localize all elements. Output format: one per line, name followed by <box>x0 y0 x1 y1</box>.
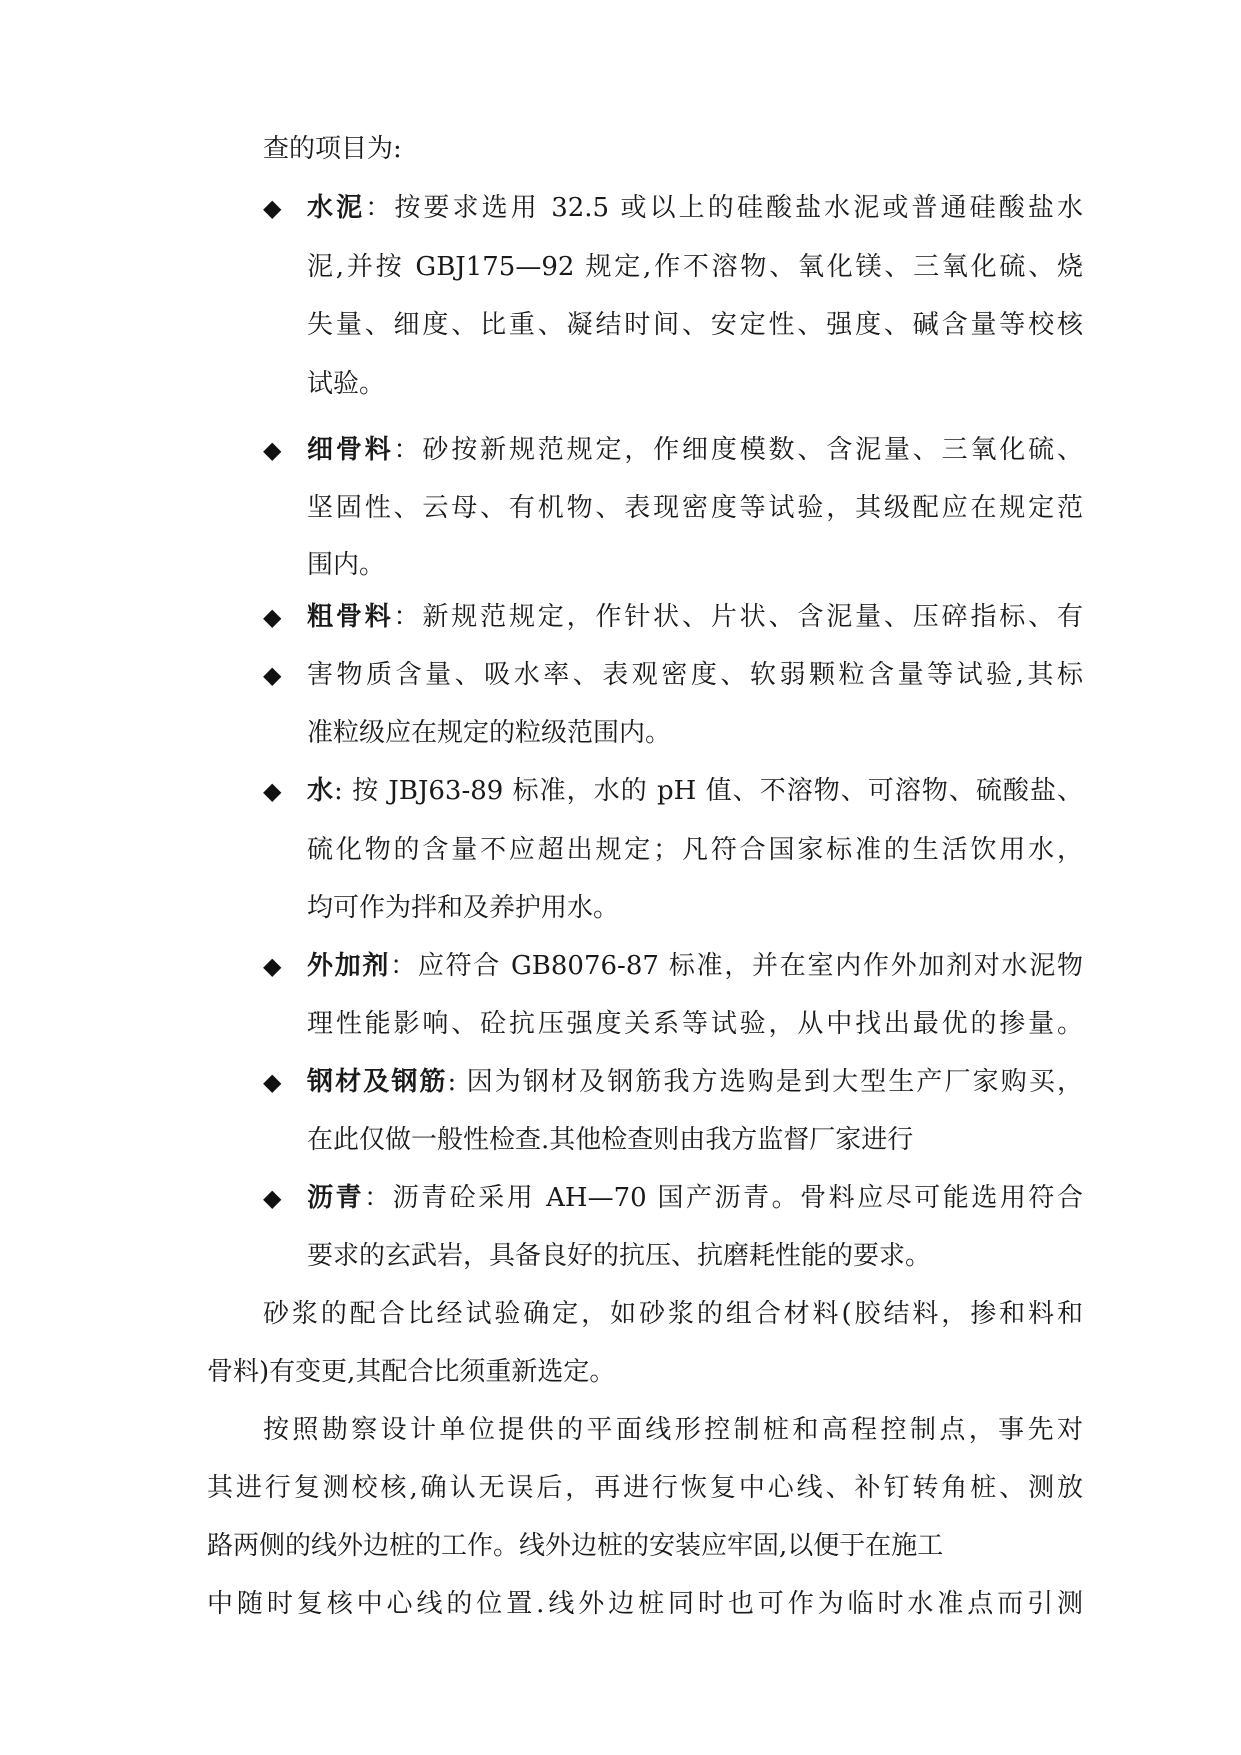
item-asphalt-line-2: 要求的玄武岩，具备良好的抗压、抗磨耗性能的要求。 <box>307 1241 932 1271</box>
bullet-diamond-icon: ◆ <box>263 603 282 631</box>
item-coarse-aggregate-line-2: 害物质含量、吸水率、表观密度、软弱颗粒含量等试验,其标 <box>307 660 1083 690</box>
item-term: 外加剂 <box>307 951 391 981</box>
bullet-diamond-icon: ◆ <box>263 1068 282 1096</box>
item-term: 钢材及钢筋 <box>307 1067 448 1097</box>
item-term: 水 <box>307 776 335 806</box>
bullet-diamond-icon: ◆ <box>263 661 282 689</box>
bullet-diamond-icon: ◆ <box>263 194 282 222</box>
paragraph-survey-line-4: 中随时复核中心线的位置.线外边桩同时也可作为临时水准点而引测 <box>207 1589 1083 1619</box>
paragraph-survey-line-1: 按照勘察设计单位提供的平面线形控制桩和高程控制点，事先对 <box>263 1415 1083 1445</box>
paragraph-mortar-line-1: 砂浆的配合比经试验确定，如砂浆的组合材料(胶结料，掺和料和 <box>263 1299 1083 1329</box>
bullet-diamond-icon: ◆ <box>263 952 282 980</box>
paragraph-survey-line-3: 路两侧的线外边桩的工作。线外边桩的安装应牢固,以便于在施工 <box>207 1531 944 1561</box>
paragraph-survey-line-2: 其进行复测校核,确认无误后，再进行恢复中心线、补钉转角桩、测放 <box>207 1473 1083 1503</box>
bullet-diamond-icon: ◆ <box>263 436 282 464</box>
item-fine-aggregate-line-1: 细骨料：砂按新规范规定，作细度模数、含泥量、三氧化硫、 <box>307 435 1083 465</box>
paragraph-mortar-line-2: 骨料)有变更,其配合比须重新选定。 <box>207 1357 616 1387</box>
item-fine-aggregate-line-2: 坚固性、云母、有机物、表现密度等试验，其级配应在规定范 <box>307 493 1083 523</box>
item-fine-aggregate-line-3: 围内。 <box>307 550 386 580</box>
item-steel-line-2: 在此仅做一般性检查.其他检查则由我方监督厂家进行 <box>307 1125 914 1155</box>
intro-line: 查的项目为: <box>263 134 402 164</box>
item-admixture-line-2: 理性能影响、砼抗压强度关系等试验，从中找出最优的掺量。 <box>307 1009 1083 1039</box>
item-cement-line-4: 试验。 <box>307 369 386 399</box>
item-asphalt-line-1: 沥青：沥青砼采用 AH—70 国产沥青。骨料应尽可能选用符合 <box>307 1183 1083 1213</box>
item-cement-line-1: 水泥：按要求选用 32.5 或以上的硅酸盐水泥或普通硅酸盐水 <box>307 193 1083 223</box>
item-coarse-aggregate-line-3: 准粒级应在规定的粒级范围内。 <box>307 718 672 748</box>
item-water-line-3: 均可作为拌和及养护用水。 <box>307 893 620 923</box>
bullet-diamond-icon: ◆ <box>263 1184 282 1212</box>
item-steel-line-1: 钢材及钢筋: 因为钢材及钢筋我方选购是到大型生产厂家购买， <box>307 1067 1083 1097</box>
item-term: 细骨料 <box>307 435 394 465</box>
item-cement-line-3: 失量、细度、比重、凝结时间、安定性、强度、碱含量等校核 <box>307 310 1083 340</box>
item-cement-line-2: 泥,并按 GBJ175—92 规定,作不溶物、氧化镁、三氧化硫、烧 <box>307 252 1083 282</box>
item-term: 沥青 <box>307 1183 365 1213</box>
bullet-diamond-icon: ◆ <box>263 777 282 805</box>
item-coarse-aggregate-line-1: 粗骨料：新规范规定，作针状、片状、含泥量、压碎指标、有 <box>307 602 1083 632</box>
item-water-line-1: 水: 按 JBJ63-89 标准，水的 pH 值、不溶物、可溶物、硫酸盐、 <box>307 776 1083 806</box>
item-admixture-line-1: 外加剂：应符合 GB8076-87 标准，并在室内作外加剂对水泥物 <box>307 951 1083 981</box>
item-water-line-2: 硫化物的含量不应超出规定；凡符合国家标准的生活饮用水， <box>307 835 1083 865</box>
item-term: 粗骨料 <box>307 602 394 632</box>
item-term: 水泥 <box>307 193 366 223</box>
